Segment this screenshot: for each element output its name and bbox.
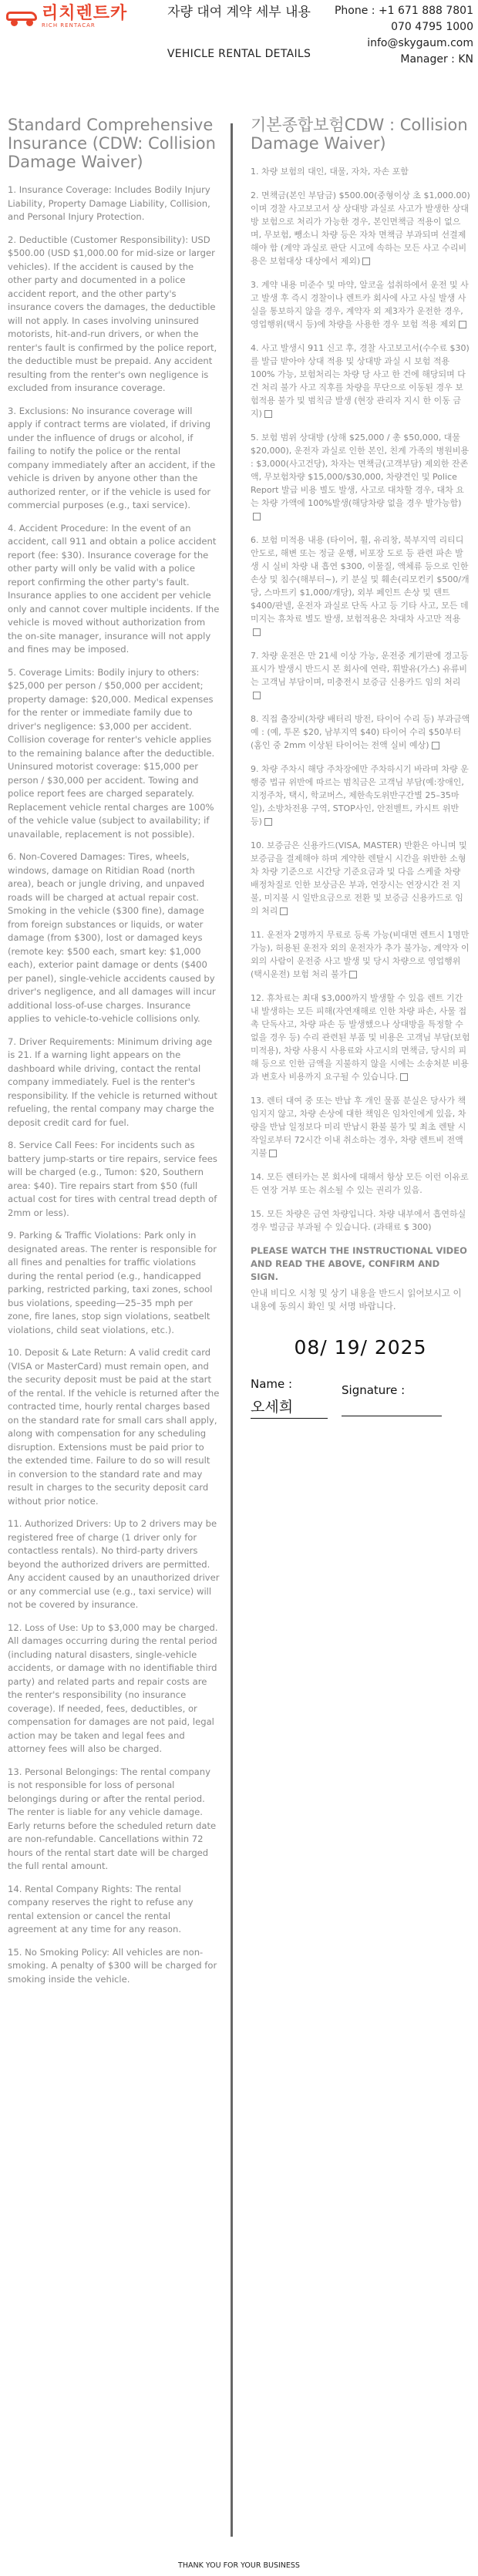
english-terms-column [8, 116, 220, 1995]
page-title-korean: 자량 대여 계약 세부 내용 [167, 5, 311, 20]
company-logo [5, 5, 167, 29]
name-label: Name : [251, 1377, 293, 1391]
instruction-notice-korean: 안내 비디오 시청 및 상기 내용을 반드시 읽어보시고 이 내용에 동의시 확인 및 서명 바랍니다. [251, 1288, 462, 1312]
term-item: 7. Driver Requirements: Minimum driving age is 21. If a warning light appears on the dashboard while driving, contact the rental company immediately. Fuel is the renter's responsibility. If the vehicle is returned without refueling, the rental company may charge the deposit credit card for fuel. [8, 1035, 217, 1128]
agree-checkbox[interactable] [400, 1073, 408, 1081]
agree-checkbox[interactable] [253, 513, 261, 520]
signature-label: Signature : [342, 1383, 406, 1397]
term-item: 10. Deposit & Late Return: A valid credit card (VISA or MasterCard) must remain open, and the security deposit must be paid at the start of the rental. If the vehicle is returned after the contracted time, hourly rental charges based on the standard rate for small cars shall apply, along with compensation for any scheduling disruption. Extensions must be paid prior to the extended time. Failure to do so will result in conversion to the standard rate and may result in charges to the security deposit card without prior notice. [8, 1347, 220, 1507]
agree-checkbox[interactable] [362, 258, 370, 265]
phone-line: Phone : +1 671 888 7801 [334, 5, 473, 17]
term-item: 6. Non-Covered Damages: Tires, wheels, windows, damage on Ritidian Road (north area), beach or jungle driving, and unpaved roads will be charged at actual repair cost. Smoking in the vehicle ($300 fine), damage from foreign substances or liquids, or water damage (from $300), lost or damaged keys (remote key: $500 each, smart key: $1,000 each), exterior paint damage or dents ($400 per panel), single-vehicle accidents caused by driver's negligence, and all damages will incur additional loss-of-use charges. Insurance applies to vehicle-to-vehicle collisions only. [8, 851, 216, 1024]
agree-checkbox[interactable] [459, 321, 466, 328]
term-item-ko: 1. 차량 보험의 대인, 대물, 자차, 자손 포함 [251, 167, 409, 177]
korean-terms-column [251, 116, 470, 1420]
term-item: 14. Rental Company Rights: The rental company reserves the right to refuse any rental extension or cancel the rental agreement at any time for any reason. [8, 1883, 194, 1935]
footer-text: THANK YOU FOR YOUR BUSINESS [178, 2561, 300, 2570]
term-item-ko: 14. 모든 렌터카는 본 회사에 대해서 항상 모든 이런 이유로든 연장 거부 또는 취소될 수 있는 권리가 있음. [251, 1172, 469, 1195]
term-item: 5. Coverage Limits: Bodily injury to others: $25,000 per person / $50,000 per accident; property damage: $20,000. Medical expenses for the renter or immediate family due to driver's negligence: $3,000 per accident. Collision coverage for renter's vehicle applies to the remaining balance after the deductible. Uninsured motorist coverage: $15,000 per person / $30,000 per accident. Towing and police report fees are charged separately. Replacement vehicle rental charges are 100% of the vehicle value (subject to availability; if unavailable, replacement is not possible). [8, 666, 215, 840]
agree-checkbox[interactable] [269, 1150, 277, 1157]
korean-terms-title: 기본종합보험CDW : Collision Damage Waiver) [251, 116, 468, 153]
email-line: info@skygaum.com [367, 37, 473, 49]
term-item: 15. No Smoking Policy: All vehicles are non-smoking. A penalty of $300 will be charged for smoking inside the vehicle. [8, 1946, 217, 1985]
term-item-ko: 6. 보험 미적용 내용 (타이어, 휠, 유리창, 북부지역 리티디안도로, 해변 또는 정글 운행, 비포장 도로 등 관련 파손 발생 시 실비 차량 내 흡연 $300, 이물질, 액체류 등으로 인한 손상 및 침수(해부터~), 키 분실 및 훼손(리모컨키 $500/개당, 스마트키 $1,000/개당), 외부 페인트 손상 및 덴트 $400/판넬, 운전자 과실로 단독 사고 등 기타 사고, 모든 데미지는 휴차료 별도 발생, 보험적용은 차대차 사고만 적용 [251, 534, 470, 638]
term-item-ko: 9. 차량 주차시 해당 주차장에만 주차하시기 바라며 차량 운행중 법규 위반에 따르는 범칙금은 고객님 부담(예:장애인, 지정주차, 택시, 학교버스, 제한속도위반구간별 25–35마일), 소방차전용 구역, STOP사인, 안전벨트, 카시트 위반 등) [251, 764, 469, 827]
term-item: 2. Deductible (Customer Responsibility): USD $500.00 (USD $1,000.00 for mid-size or larger vehicles). If the accident is caused by the other party and documented in a police accident report, and the other party's insurance covers the damages, the deductible will not apply. In cases involving uninsured motorists, hit-and-run drivers, or when the renter's fault is confirmed by the police report, the deductible must be prepaid. Any accident resulting from the renter's own negligence is excluded from insurance coverage. [8, 234, 217, 393]
term-item: 3. Exclusions: No insurance coverage will apply if contract terms are violated, if driving under the influence of drugs or alcohol, if failing to notify the police or the rental company immediately after an accident, if the vehicle is driven by anyone other than the authorized renter, or if the vehicle is used for commercial purposes (e.g., taxi service). [8, 405, 216, 510]
signature-block [251, 1377, 470, 1420]
term-item: 1. Insurance Coverage: Includes Bodily Injury Liability, Property Damage Liability, Collision, and Personal Injury Protection. [8, 184, 210, 222]
term-item: 9. Parking & Traffic Violations: Park only in designated areas. The renter is responsible for all fines and penalties for traffic violations during the rental period (e.g., handicapped parking, restricted parking, taxi zones, school bus violations, speeding—25–35 mph per zone, fire lanes, stop sign violations, seatbelt violations, child seat violations, etc.). [8, 1230, 217, 1335]
term-item: 11. Authorized Drivers: Up to 2 drivers may be registered free of charge (1 driver only for contactless rentals). No third-party drivers beyond the authorized drivers are permitted. Any accident caused by an unauthorized driver or any commercial use (e.g., taxi service) will not be covered by insurance. [8, 1518, 220, 1610]
signature-date: 08/ 19/ 2025 [294, 1336, 427, 1359]
page-title: VEHICLE RENTAL DETAILS [167, 48, 311, 60]
term-item: 8. Service Call Fees: For incidents such as battery jump-starts or tire repairs, service fees will be charged (e.g., Tumon: $20, Southern area: $40). Tire repairs start from $50 (full actual cost for tires with central tread depth of 2mm or less). [8, 1140, 217, 1218]
agree-checkbox[interactable] [432, 742, 439, 749]
term-item-ko: 4. 사고 발생시 911 신고 후, 경찰 사고보고서(수수료 $30)를 발급 받아야 상대 적용 및 상대방 과실 시 보험 적용 100% 가능, 보험처리는 차량 당 사고 한 건에 해당되며 다건 처리 불가 사고 직후를 차량을 무단으로 이동된 경우 보험적용 불가 및 범칙금 발생 (현장 관리자 지시 한 이동 금지) [251, 343, 470, 419]
contact-info [327, 3, 473, 68]
instruction-notice: PLEASE WATCH THE INSTRUCTIONAL VIDEO AND READ THE ABOVE, CONFIRM AND SIGN. [251, 1245, 467, 1282]
logo-sub-text: RICH RENTACAR [42, 22, 96, 29]
term-item-ko: 11. 운전자 2명까지 무료로 등록 가능(비대면 렌트시 1명만 가능), 허용된 운전자 외의 운전자가 추가 불가능, 계약자 이외의 사람이 운전중 사고 발생 및 당시 차량으로 영업행위(택시운전) 보험 처리 불가 [251, 930, 470, 979]
agree-checkbox[interactable] [264, 818, 272, 826]
term-item-ko: 3. 계약 내용 미준수 및 마약, 알코올 섭취하에서 운전 및 사고 발생 후 즉시 경찰이나 렌트카 회사에 사고 사실 발생 사실을 통보하지 않을 경우, 계약자 외 제3자가 운전한 경우, 영업행위(택시 등)에 차량을 사용한 경우 보험 적용 제외 [251, 280, 469, 329]
term-item-ko: 15. 모든 차량은 금연 차량입니다. 차량 내부에서 흡연하실 경우 벌금금 부과될 수 있습니다. (과태료 $ 300) [251, 1209, 466, 1232]
header [0, 0, 478, 77]
term-item-ko: 13. 렌터 대여 중 또는 반납 후 개인 물품 분실은 당사가 책임지지 않고, 차량 손상에 대한 책임은 임차인에게 있음, 차량을 반납 일정보다 미리 반납시 환불 불가 및 최초 렌탈 시작일로부터 72시간 이내 취소하는 경우, 차량 렌트비 전액 지불 [251, 1096, 466, 1158]
agree-checkbox[interactable] [349, 971, 357, 978]
agree-checkbox[interactable] [264, 410, 272, 418]
agree-checkbox[interactable] [280, 907, 288, 915]
term-item-ko: 5. 보험 범위 상대방 (상해 $25,000 / 총 $50,000, 대물 $20,000), 운전자 과실로 인한 본인, 친계 가족의 병원비용 : $3,000(사고건당), 차자는 면책금(고객부담) 제외한 잔존액, 무보험차량 $15,000/$30,000, 차량견인 및 Police Report 발급 비용 별도 발생, 사고로 대차할 경우, 대차 요는 차량 가액에 100%발생(해당차량 없을 경우 발가능함) [251, 431, 470, 523]
logo-main-text: 리치렌트카 [42, 4, 128, 23]
phone-line-2: 070 4795 1000 [391, 21, 473, 33]
term-item: 12. Loss of Use: Up to $3,000 may be charged. All damages occurring during the rental period (including natural disasters, single-vehicle accidents, or damage with no identifiable third party) and related parts and repair costs are the renter's responsibility (no insurance coverage). If needed, fees, deductibles, or compensation for damages are not paid, legal action may be taken and legal fees and attorney fees will also be charged. [8, 1621, 218, 1754]
term-item-ko: 12. 휴차료는 최대 $3,000까지 발생할 수 있음 렌트 기간 내 발생하는 모든 피해(자연재해로 인한 차량 파손, 사물 접촉 단독사고, 차량 파손 등 발생했으나 상대방을 특정할 수 없을 경우 등) 수리 관련된 부품 및 비용은 고객님 부담(보험 미적용), 차량 사용시 사용료와 사고시의 면책금, 당시의 피해 등으로 인한 금액을 지불하지 않을 시에는 소송처분 비용과 변호사 비용까지 요구될 수 있습니다. [251, 993, 470, 1082]
english-terms-title: Standard Comprehensive Insurance (CDW: Collision Damage Waiver) [8, 116, 216, 171]
car-icon [5, 7, 39, 27]
column-divider [231, 123, 233, 2537]
name-field[interactable]: 오세희 [251, 1396, 328, 1419]
term-item-ko: 2. 면책금(본인 부담금) $500.00(중형이상 초 $1,000.00)이며 경찰 사고보고서 상 상대방 과실로 사고가 발생한 상대방 보험으로 처리가 가능한 경우, 본인면책금 적용이 없으며, 무보험, 뺑소니 차량 등은 자차 면책금 부과되며 선결제해야 함 (계약 과실로 판단 시고에 속하는 모든 사고 수리비용은 보험대상 대상에서 제외) [251, 190, 470, 266]
agree-checkbox[interactable] [253, 628, 261, 636]
term-item: 4. Accident Procedure: In the event of an accident, call 911 and obtain a police accident report (fee: $30). Insurance coverage for the other party will only be valid with a police report confirming the other party's fault. Insurance applies to one accident per vehicle only and cannot cover multiple incidents. If the vehicle is moved without authorization from the on-site manager, insurance will not apply and fines may be imposed. [8, 522, 220, 655]
term-item: 13. Personal Belongings: The rental company is not responsible for loss of personal belongings during or after the rental period. The renter is liable for any vehicle damage. Early returns before the scheduled return date are non-refundable. Cancellations within 72 hours of the rental start date will be charged the full rental amount. [8, 1766, 217, 1871]
agree-checkbox[interactable] [253, 692, 261, 699]
term-item-ko: 10. 보증금은 신용카드(VISA, MASTER) 반환은 아니며 및 보증금을 결제해야 하며 계약한 렌탈시 시간을 위반한 소형차 차량 기준으로 시간당 기준요금과 및 다음 스케쥴 차량 배정차질로 인한 보상금은 부과, 연장시는 연장시간 전 지불, 미지불 시 일반요금으로 전환 및 보증금 신용카드로 임의 처리 [251, 840, 467, 916]
term-item-ko: 8. 직접 출장비(차량 배터리 방전, 타이어 수리 등) 부과금액 예 : (예, 투몬 $20, 남부지역 $40) 타이어 수리 $50부터 (홈인 중 2mm 이상된 타이어는 전액 실비 예상) [251, 714, 470, 750]
manager-line: Manager : KN [400, 53, 473, 66]
term-item-ko: 7. 차량 운전은 만 21세 이상 가능, 운전중 계기판에 경고등 표시가 발생시 반드시 본 회사에 연락, 휘발유(가스) 유류비는 고객님 부담이며, 미충전시 보증금 신용카드 임의 처리 [251, 649, 470, 702]
